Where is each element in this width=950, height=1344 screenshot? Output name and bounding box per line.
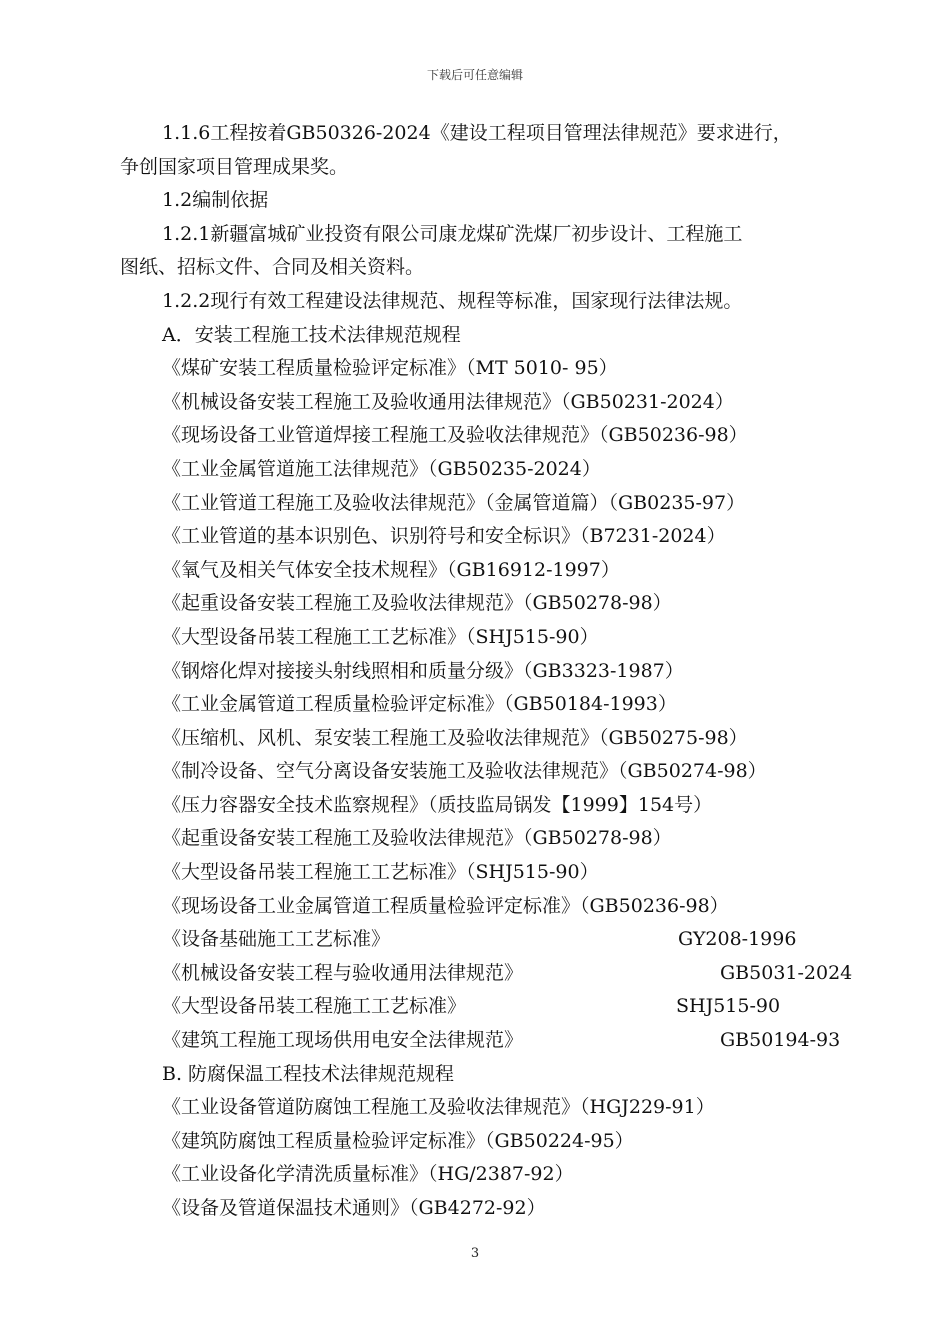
section-a-heading: A．安装工程施工技术法律规范规程 — [162, 323, 461, 346]
standard-title: 《机械设备安装工程与验收通用法律规范》 — [162, 961, 524, 984]
document-body — [120, 117, 880, 1226]
standard-code: GB50194-93 — [720, 1029, 841, 1052]
paragraph-1-2-1: 1.2.1新疆富城矿业投资有限公司康龙煤矿洗煤厂初步设计、工程施工 — [162, 222, 743, 245]
standard-item: 《煤矿安装工程质量检验评定标准》（MT 5010- 95） — [162, 357, 618, 380]
paragraph-1-1-6: 1.1.6工程按着GB50326-2024《建设工程项目管理法律规范》要求进行， — [162, 122, 792, 144]
standard-item-spaced — [120, 1024, 880, 1058]
standard-title: 《大型设备吊装工程施工工艺标准》 — [162, 995, 467, 1018]
standard-item: 《大型设备吊装工程施工工艺标准》（SHJ515-90） — [162, 625, 599, 648]
standard-item: 《钢熔化焊对接接头射线照相和质量分级》（GB3323-1987） — [162, 659, 684, 682]
standard-item: 《大型设备吊装工程施工工艺标准》（SHJ515-90） — [162, 861, 599, 884]
standard-item: 《压缩机、风机、泵安装工程施工及验收法律规范》（GB50275-98） — [162, 726, 748, 749]
standard-title: 《设备基础施工工艺标准》 — [162, 928, 391, 951]
paragraph-1-1-6-continued: 争创国家项目管理成果奖。 — [120, 155, 349, 178]
standard-item: 《工业金属管道施工法律规范》（GB50235-2024） — [162, 457, 601, 480]
standard-item: 《建筑防腐蚀工程质量检验评定标准》（GB50224-95） — [162, 1129, 634, 1152]
paragraph-1-2-1-continued: 图纸、招标文件、合同及相关资料。 — [120, 256, 425, 279]
standard-item-spaced — [120, 990, 880, 1024]
standard-item: 《机械设备安装工程施工及验收通用法律规范》（GB50231-2024） — [162, 390, 734, 413]
standard-title: 《建筑工程施工现场供用电安全法律规范》 — [162, 1029, 524, 1052]
standard-code: SHJ515-90 — [676, 995, 781, 1018]
standard-item: 《工业设备管道防腐蚀工程施工及验收法律规范》（HGJ229-91） — [162, 1096, 715, 1119]
standard-item: 《工业管道工程施工及验收法律规范》（金属管道篇）（GB0235-97） — [162, 491, 746, 514]
standard-item: 《制冷设备、空气分离设备安装施工及验收法律规范》（GB50274-98） — [162, 760, 767, 783]
standard-item: 《工业金属管道工程质量检验评定标准》（GB50184-1993） — [162, 693, 677, 716]
standard-item: 《工业管道的基本识别色、识别符号和安全标识》（B7231-2024） — [162, 525, 726, 548]
standard-code: GB5031-2024 — [720, 961, 853, 984]
standard-item: 《氧气及相关气体安全技术规程》（GB16912-1997） — [162, 558, 620, 581]
page-number: 3 — [470, 1246, 480, 1261]
heading-1-2: 1.2编制依据 — [162, 189, 269, 212]
standard-item-spaced — [120, 957, 880, 991]
page-header: 下载后可任意编辑 — [426, 68, 523, 82]
standard-item: 《现场设备工业金属管道工程质量检验评定标准》（GB50236-98） — [162, 894, 729, 917]
standard-item: 《压力容器安全技术监察规程》（质技监局锅发【1999】154号） — [162, 793, 713, 816]
standard-item-spaced — [120, 923, 880, 957]
section-b-heading: B. 防腐保温工程技术法律规范规程 — [162, 1062, 455, 1085]
standard-item: 《工业设备化学清洗质量标准》（HG/2387-92） — [162, 1163, 574, 1186]
standard-item: 《现场设备工业管道焊接工程施工及验收法律规范》（GB50236-98） — [162, 424, 748, 447]
paragraph-1-2-2: 1.2.2现行有效工程建设法律规范、规程等标准，国家现行法律法规。 — [162, 289, 743, 312]
standard-item: 《起重设备安装工程施工及验收法律规范》（GB50278-98） — [162, 827, 672, 850]
standard-item: 《起重设备安装工程施工及验收法律规范》（GB50278-98） — [162, 592, 672, 615]
standard-code: GY208-1996 — [678, 928, 797, 951]
standard-item: 《设备及管道保温技术通则》（GB4272-92） — [162, 1197, 546, 1219]
